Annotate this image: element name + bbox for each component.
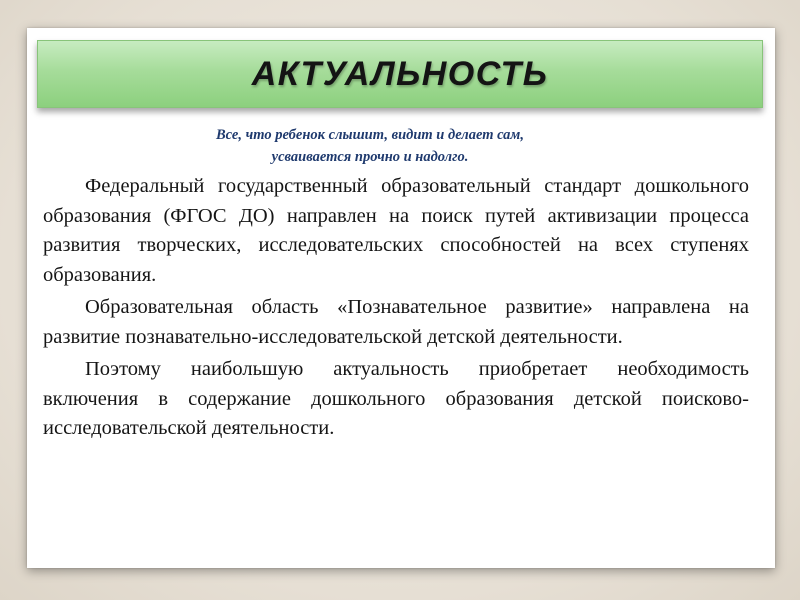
epigraph-quote bbox=[120, 124, 620, 168]
paragraph-1: Федеральный государственный образовательный стандарт дошкольного образования (ФГОС ДО) направлен на поиск путей активизации процесса развития творческих, исследовательских способностей на всех ступенях образования. bbox=[43, 175, 749, 286]
slide-title: АКТУАЛЬНОСТЬ bbox=[251, 54, 549, 93]
epigraph-line-1: Все, что ребенок слышит, видит и делает сам, bbox=[216, 127, 524, 143]
epigraph-line-2: усваивается прочно и надолго. bbox=[271, 149, 469, 165]
body-text bbox=[43, 172, 749, 444]
paragraph-2: Образовательная область «Познавательное развитие» направлена на развитие познавательно-исследовательской детской деятельности. bbox=[43, 296, 749, 348]
paragraph-3: Поэтому наибольшую актуальность приобретает необходимость включения в содержание дошкольного образования детской поисково-исследовательской деятельности. bbox=[43, 358, 749, 439]
title-banner bbox=[37, 40, 763, 108]
